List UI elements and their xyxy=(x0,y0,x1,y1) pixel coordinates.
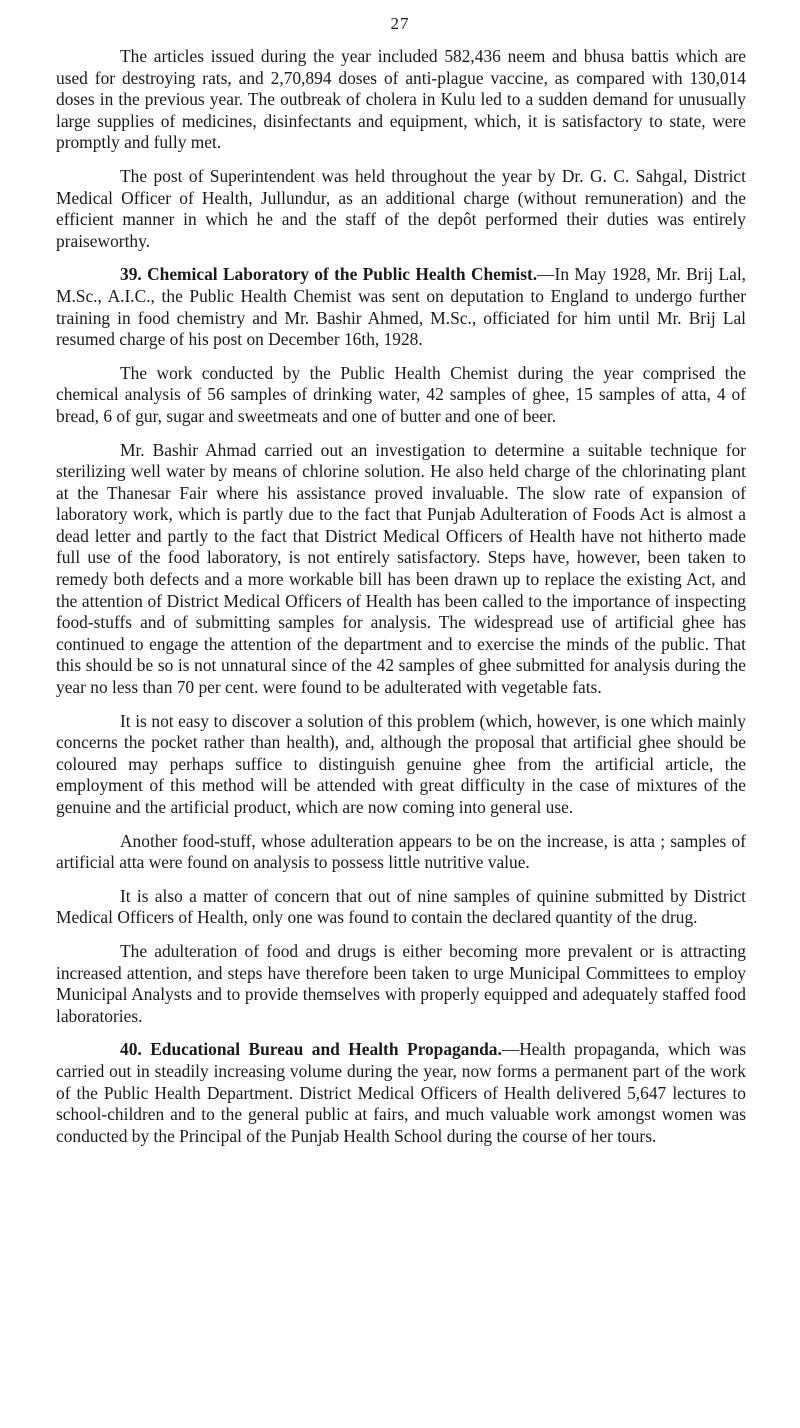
paragraph-text: Another food-stuff, whose adulteration appears to be on the increase, is atta ; samples of artificial atta were found on analysis to possess little nutritive value. xyxy=(56,830,746,873)
paragraph-text: The articles issued during the year included 582,436 neem and bhusa battis which are used for destroying rats, and 2,70,894 doses of anti-plague vaccine, as compared with 130,014 doses in the previous year. The outbreak of cholera in Kulu led to a sudden demand for unusually large supplies of medicines, disinfectants and equipment, which, it is satisfactory to state, were promptly and fully met. xyxy=(56,46,746,153)
paragraph-text: It is not easy to discover a solution of this problem (which, however, is one which mainly concerns the pocket rather than health), and, although the proposal that artificial ghee should be coloured may perhaps suffice to distinguish genuine ghee from the artificial article, the employment of this method will be attended with great difficulty in the case of mixtures of the genuine and the artificial product, which are now coming into general use. xyxy=(56,710,746,817)
section-heading-40: 40. Educational Bureau and Health Propaganda. xyxy=(120,1039,502,1060)
body-text xyxy=(56,46,746,1159)
paragraph-text: The adulteration of food and drugs is either becoming more prevalent or is attracting increased attention, and steps have therefore been taken to urge Municipal Committees to employ Municipal Analysts and to provide themselves with properly equipped and adequately staffed food laboratories. xyxy=(56,940,746,1026)
page-number: 27 xyxy=(390,14,410,33)
paragraph-text: Mr. Bashir Ahmad carried out an investigation to determine a suitable technique for sterilizing well water by means of chlorine solution. He also held charge of the chlorinating plant at the Thanesar Fair where his assistance proved invaluable. The slow rate of expansion of laboratory work, which is partly due to the fact that Punjab Adulteration of Foods Act is almost a dead letter and partly to the fact that District Medical Officers of Health have not hitherto made full use of the food laboratory, is not entirely satisfactory. Steps have, however, been taken to remedy both defects and a more workable bill has been drawn up to replace the existing Act, and the attention of District Medical Officers of Health has been called to the importance of inspecting food-stuffs and of submitting samples for analysis. The widespread use of artificial ghee has continued to engage the attention of the department and to exercise the minds of the public. That this should be so is not unnatural since of the 42 samples of ghee submitted for analysis during the year no less than 70 per cent. were found to be adulterated with vegetable fats. xyxy=(56,439,746,698)
paragraph-superintendent xyxy=(56,166,746,252)
paragraph-articles-issued xyxy=(56,46,746,154)
paragraph-artificial-ghee xyxy=(56,711,746,819)
paragraph-text: —In May 1928, Mr. Brij Lal, M.Sc., A.I.C., the Public Health Chemist was sent on deputation to England to undergo further training in food chemistry and Mr. Bashir Ahmed, M.Sc., officiated for him until Mr. Brij Lal resumed charge of his post on December 16th, 1928. xyxy=(56,264,747,350)
paragraph-quinine xyxy=(56,886,746,929)
paragraph-work-conducted xyxy=(56,363,746,428)
paragraph-text: The work conducted by the Public Health Chemist during the year comprised the chemical analysis of 56 samples of drinking water, 42 samples of ghee, 15 samples of atta, 4 of bread, 6 of gur, sugar and sweetmeats and one of butter and one of beer. xyxy=(56,362,746,426)
paragraph-adulteration xyxy=(56,941,746,1027)
paragraph-educational-bureau xyxy=(56,1039,746,1147)
paragraph-atta xyxy=(56,831,746,874)
paragraph-text: The post of Superintendent was held throughout the year by Dr. G. C. Sahgal, District Medical Officer of Health, Jullundur, as an additional charge (without remuneration) and the efficient manner in which he and the staff of the depôt performed their duties was entirely praiseworthy. xyxy=(56,165,746,251)
section-heading-39: 39. Chemical Laboratory of the Public Health Chemist. xyxy=(120,264,538,285)
paragraph-text: —Health propaganda, which was carried out in steadily increasing volume during the year, now forms a permanent part of the work of the Public Health Department. District Medical Officers of Health delivered 5,647 lectures to school-children and to the general public at fairs, and much valuable work amongst women was conducted by the Principal of the Punjab Health School during the course of her tours. xyxy=(56,1039,746,1146)
paragraph-chemical-laboratory xyxy=(56,264,746,350)
paragraph-text: It is also a matter of concern that out of nine samples of quinine submitted by District Medical Officers of Health, only one was found to contain the declared quantity of the drug. xyxy=(56,885,746,928)
paragraph-bashir-ahmad xyxy=(56,440,746,699)
